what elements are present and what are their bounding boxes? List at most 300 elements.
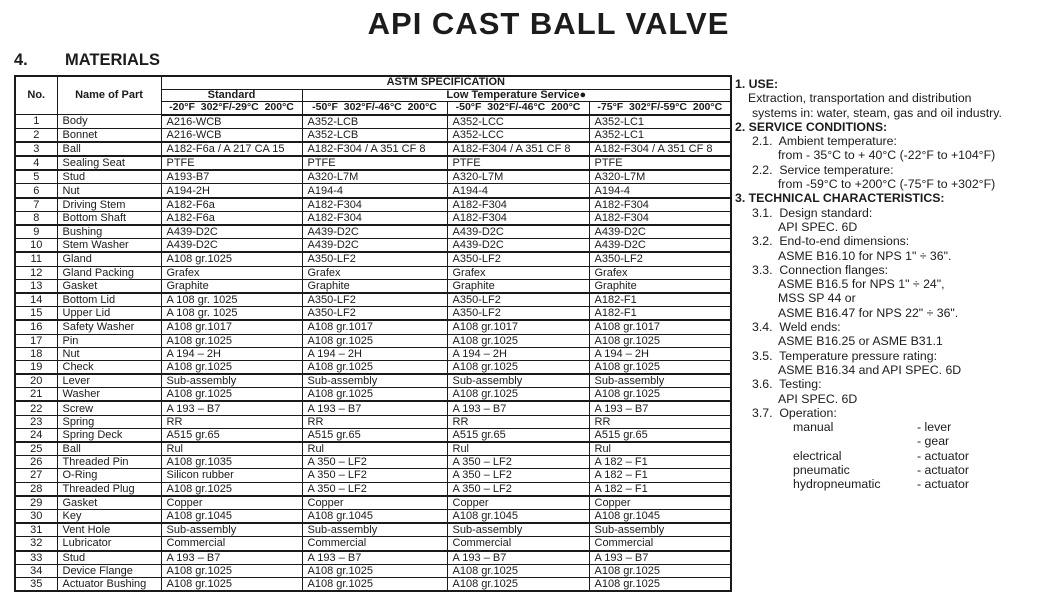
part-name-cell: Stud [57,551,161,565]
spec-cell: Rul [302,442,447,456]
part-name-cell: Vent Hole [57,523,161,537]
row-number-cell: 12 [15,266,57,279]
spec-cell: A 108 gr. 1025 [161,293,302,307]
spec-cell: RR [447,415,589,428]
row-number-cell: 35 [15,577,57,591]
spec-cell: A108 gr.1025 [447,360,589,374]
spec-cell: A 193 – B7 [161,551,302,565]
table-row [15,307,731,321]
spec-cell: A108 gr.1025 [302,360,447,374]
info-panel [735,77,1035,492]
row-number-cell: 19 [15,360,57,374]
table-row [15,496,731,510]
spec-cell: RR [589,415,731,428]
table-row [15,239,731,253]
spec-cell: A108 gr.1025 [589,334,731,347]
spec-cell: A108 gr.1025 [302,334,447,347]
spec-cell: A 194 – 2H [302,347,447,360]
spec-cell: Sub-assembly [589,523,731,537]
spec-cell: PTFE [302,156,447,170]
row-number-cell: 8 [15,211,57,225]
table-row [15,347,731,360]
part-name-cell: Lever [57,374,161,388]
row-number-cell: 25 [15,442,57,456]
table-row [15,374,731,388]
spec-cell: A108 gr.1045 [161,509,302,523]
part-name-cell: Gland [57,252,161,266]
col-header-temp-standard: -20°F 302°F/-29°C 200°C [161,102,302,115]
row-number-cell: 29 [15,496,57,510]
spec-cell: A108 gr.1025 [447,564,589,577]
table-row [15,156,731,170]
spec-cell: A108 gr.1045 [589,509,731,523]
info-heading: 3. TECHNICAL CHARACTERISTICS: [735,191,945,206]
spec-cell: A108 gr.1025 [589,564,731,577]
spec-cell: A108 gr.1017 [302,320,447,334]
operation-device: - gear [917,434,950,449]
spec-cell: A182-F304 [302,198,447,212]
spec-cell: A108 gr.1025 [161,252,302,266]
spec-cell: A182-F304 / A 351 CF 8 [302,142,447,156]
info-line: from -59°C to +200°C (-75°F to +302°F) [778,177,996,192]
spec-cell: Commercial [161,537,302,551]
table-row [15,252,731,266]
table-row [15,115,731,129]
spec-cell: A352-LCB [302,128,447,142]
row-number-cell: 21 [15,388,57,402]
row-number-cell: 24 [15,428,57,442]
spec-cell: A 350 – LF2 [447,469,589,482]
spec-cell: Copper [302,496,447,510]
col-header-no: No. [15,76,57,115]
spec-cell: A108 gr.1017 [447,320,589,334]
operation-mode: hydropneumatic [793,477,881,492]
table-row [15,293,731,307]
row-number-cell: 26 [15,456,57,469]
info-heading: 1. USE: [735,77,779,91]
col-header-astm-spec: ASTM SPECIFICATION [161,76,731,89]
spec-cell: A108 gr.1025 [161,482,302,496]
table-row [15,415,731,428]
spec-cell: A439-D2C [589,239,731,253]
spec-cell: PTFE [447,156,589,170]
part-name-cell: Spring [57,415,161,428]
operation-mode: pneumatic [793,463,850,478]
spec-cell: A439-D2C [302,239,447,253]
spec-cell: Rul [447,442,589,456]
part-name-cell: Ball [57,442,161,456]
info-line: API SPEC. 6D [778,219,858,234]
info-line: ASME B16.47 for NPS 22" ÷ 36". [778,305,959,320]
info-line: 2.2. Service temperature: [752,162,894,177]
spec-cell: A182-F304 [447,211,589,225]
spec-cell: A515 gr.65 [161,428,302,442]
spec-cell: A515 gr.65 [447,428,589,442]
spec-cell: A182-F1 [589,293,731,307]
spec-cell: Commercial [589,537,731,551]
row-number-cell: 32 [15,537,57,551]
info-line: ASME B16.25 or ASME B31.1 [778,334,943,349]
spec-cell: A108 gr.1025 [161,577,302,591]
spec-cell: A350-LF2 [447,252,589,266]
spec-cell: A350-LF2 [302,307,447,321]
spec-cell: A182-F6a [161,198,302,212]
info-line: 3.1. Design standard: [752,205,873,220]
spec-cell: Sub-assembly [447,523,589,537]
spec-cell: A182-F304 [302,211,447,225]
part-name-cell: Bonnet [57,128,161,142]
info-line: ASME B16.34 and API SPEC. 6D [778,362,962,377]
part-name-cell: Ball [57,142,161,156]
row-number-cell: 10 [15,239,57,253]
spec-cell: A 193 – B7 [161,401,302,415]
info-line: 2.1. Ambient temperature: [752,134,897,149]
part-name-cell: Gland Packing [57,266,161,279]
part-name-cell: Actuator Bushing [57,577,161,591]
part-name-cell: Bushing [57,225,161,239]
spec-cell: Copper [161,496,302,510]
header-row-spec [15,76,731,89]
table-row [15,320,731,334]
spec-cell: A 193 – B7 [302,551,447,565]
row-number-cell: 34 [15,564,57,577]
spec-cell: A193-B7 [161,170,302,184]
spec-cell: Sub-assembly [302,374,447,388]
row-number-cell: 6 [15,184,57,198]
spec-cell: A182-F304 [589,198,731,212]
spec-cell: A352-LCB [302,115,447,129]
table-row [15,198,731,212]
table-row [15,523,731,537]
row-number-cell: 5 [15,170,57,184]
spec-cell: A 350 – LF2 [447,456,589,469]
spec-cell: Grafex [589,266,731,279]
spec-cell: A 194 – 2H [589,347,731,360]
info-line: ASME B16.5 for NPS 1" ÷ 24", [778,277,945,292]
spec-cell: A 108 gr. 1025 [161,307,302,321]
spec-cell: Grafex [161,266,302,279]
table-row [15,142,731,156]
spec-cell: A108 gr.1025 [161,334,302,347]
spec-cell: A182-F6a / A 217 CA 15 [161,142,302,156]
part-name-cell: Stud [57,170,161,184]
spec-cell: A 182 – F1 [589,456,731,469]
part-name-cell: Bottom Lid [57,293,161,307]
info-line: 3.6. Testing: [752,377,822,392]
spec-cell: Graphite [589,279,731,293]
section-heading [14,51,1037,70]
spec-cell: Sub-assembly [589,374,731,388]
spec-cell: A350-LF2 [589,252,731,266]
spec-cell: A 193 – B7 [447,551,589,565]
materials-table-header [15,76,731,115]
table-row [15,509,731,523]
info-line [735,463,1035,477]
info-line: ASME B16.10 for NPS 1" ÷ 36". [778,248,952,263]
part-name-cell: Pin [57,334,161,347]
table-row [15,128,731,142]
materials-table [14,75,732,592]
table-row [15,442,731,456]
table-row [15,551,731,565]
part-name-cell: Spring Deck [57,428,161,442]
spec-cell: A182-F304 / A 351 CF 8 [447,142,589,156]
spec-cell: Rul [589,442,731,456]
spec-cell: A 193 – B7 [447,401,589,415]
spec-cell: A 193 – B7 [302,401,447,415]
info-line [735,420,1035,434]
table-row [15,456,731,469]
info-line: 3.7. Operation: [752,405,837,420]
spec-cell: A320-L7M [447,170,589,184]
row-number-cell: 28 [15,482,57,496]
page-title: API CAST BALL VALVE [367,6,730,41]
spec-cell: A 194 – 2H [161,347,302,360]
spec-cell: A108 gr.1025 [447,388,589,402]
spec-cell: Sub-assembly [161,523,302,537]
spec-cell: Silicon rubber [161,469,302,482]
part-name-cell: Body [57,115,161,129]
spec-cell: A108 gr.1045 [447,509,589,523]
spec-cell: A 350 – LF2 [302,456,447,469]
spec-cell: A108 gr.1025 [302,577,447,591]
row-number-cell: 4 [15,156,57,170]
spec-cell: A439-D2C [447,225,589,239]
spec-cell: A182-F304 / A 351 CF 8 [589,142,731,156]
row-number-cell: 14 [15,293,57,307]
spec-cell: A108 gr.1025 [447,334,589,347]
spec-cell: A108 gr.1035 [161,456,302,469]
spec-cell: A350-LF2 [302,252,447,266]
info-line: MSS SP 44 or [778,291,856,306]
row-number-cell: 3 [15,142,57,156]
spec-cell: A352-LCC [447,115,589,129]
operation-device: - actuator [917,477,969,492]
info-heading: 2. SERVICE CONDITIONS: [735,119,888,134]
spec-cell: A515 gr.65 [589,428,731,442]
spec-cell: A108 gr.1025 [161,360,302,374]
spec-cell: A439-D2C [447,239,589,253]
info-line: 3.5. Temperature pressure rating: [752,348,938,363]
spec-cell: A352-LC1 [589,128,731,142]
operation-device: - lever [917,420,952,435]
section-title: MATERIALS [65,51,161,69]
spec-cell: A 193 – B7 [589,401,731,415]
spec-cell: Graphite [161,279,302,293]
info-line [735,434,1035,448]
spec-cell: A352-LCC [447,128,589,142]
spec-cell: A515 gr.65 [302,428,447,442]
info-line: systems in: water, steam, gas and oil industry. [752,105,1002,120]
spec-cell: A108 gr.1025 [589,388,731,402]
spec-cell: A 194 – 2H [447,347,589,360]
row-number-cell: 9 [15,225,57,239]
spec-cell: Copper [447,496,589,510]
operation-device: - actuator [917,463,969,478]
spec-cell: A216-WCB [161,115,302,129]
col-header-temp-lt3: -75°F 302°F/-59°C 200°C [589,102,731,115]
spec-cell: A439-D2C [161,239,302,253]
part-name-cell: Key [57,509,161,523]
spec-cell: A108 gr.1025 [302,564,447,577]
spec-cell: PTFE [161,156,302,170]
part-name-cell: Bottom Shaft [57,211,161,225]
row-number-cell: 16 [15,320,57,334]
row-number-cell: 22 [15,401,57,415]
spec-cell: Rul [161,442,302,456]
row-number-cell: 11 [15,252,57,266]
spec-cell: A182-F6a [161,211,302,225]
spec-cell: A 350 – LF2 [447,482,589,496]
col-header-standard: Standard [161,89,302,102]
part-name-cell: Stem Washer [57,239,161,253]
table-row [15,279,731,293]
spec-cell: Graphite [302,279,447,293]
part-name-cell: Device Flange [57,564,161,577]
spec-cell: A194-4 [447,184,589,198]
spec-cell: Sub-assembly [302,523,447,537]
info-line: from - 35°C to + 40°C (-22°F to +104°F) [778,148,996,163]
part-name-cell: Driving Stem [57,198,161,212]
part-name-cell: Gasket [57,496,161,510]
part-name-cell: Nut [57,184,161,198]
spec-cell: A320-L7M [589,170,731,184]
spec-cell: A350-LF2 [447,293,589,307]
table-row [15,211,731,225]
row-number-cell: 7 [15,198,57,212]
spec-cell: A 193 – B7 [589,551,731,565]
table-row [15,334,731,347]
info-line: 3.3. Connection flanges: [752,262,889,277]
spec-cell: A182-F304 [447,198,589,212]
col-header-temp-lt2: -50°F 302°F/-46°C 200°C [447,102,589,115]
section-number: 4. [14,51,28,69]
spec-cell: RR [161,415,302,428]
materials-table-body [15,115,731,592]
spec-cell: A439-D2C [302,225,447,239]
row-number-cell: 15 [15,307,57,321]
table-row [15,564,731,577]
table-row [15,537,731,551]
row-number-cell: 13 [15,279,57,293]
spec-cell: Commercial [447,537,589,551]
info-line: 3.4. Weld ends: [752,320,841,335]
table-row [15,225,731,239]
spec-cell: RR [302,415,447,428]
table-row [15,401,731,415]
spec-cell: Sub-assembly [447,374,589,388]
spec-cell: A108 gr.1025 [589,577,731,591]
part-name-cell: Safety Washer [57,320,161,334]
part-name-cell: Upper Lid [57,307,161,321]
part-name-cell: Sealing Seat [57,156,161,170]
row-number-cell: 33 [15,551,57,565]
row-number-cell: 23 [15,415,57,428]
table-row [15,577,731,591]
spec-cell: A194-2H [161,184,302,198]
table-row [15,170,731,184]
part-name-cell: Washer [57,388,161,402]
operation-device: - actuator [917,448,969,463]
spec-cell: A352-LC1 [589,115,731,129]
row-number-cell: 30 [15,509,57,523]
table-row [15,360,731,374]
spec-cell: A 350 – LF2 [302,469,447,482]
part-name-cell: Threaded Pin [57,456,161,469]
info-line: Extraction, transportation and distribution [748,91,972,106]
spec-cell: A108 gr.1017 [589,320,731,334]
spec-cell: A 182 – F1 [589,482,731,496]
spec-cell: A108 gr.1017 [161,320,302,334]
spec-cell: A108 gr.1045 [302,509,447,523]
table-row [15,469,731,482]
info-line: 3.2. End-to-end dimensions: [752,234,910,249]
spec-cell: Grafex [302,266,447,279]
spec-cell: Copper [589,496,731,510]
row-number-cell: 18 [15,347,57,360]
part-name-cell: Gasket [57,279,161,293]
table-row [15,184,731,198]
spec-cell: A194-4 [589,184,731,198]
col-header-temp-lt1: -50°F 302°F/-46°C 200°C [302,102,447,115]
info-line [735,477,1035,491]
spec-cell: A108 gr.1025 [161,388,302,402]
part-name-cell: Threaded Plug [57,482,161,496]
col-header-name: Name of Part [57,76,161,115]
spec-cell: Graphite [447,279,589,293]
spec-cell: A108 gr.1025 [447,577,589,591]
spec-cell: A182-F304 [589,211,731,225]
spec-cell: Grafex [447,266,589,279]
row-number-cell: 20 [15,374,57,388]
row-number-cell: 2 [15,128,57,142]
info-line: API SPEC. 6D [778,391,858,406]
spec-cell: A194-4 [302,184,447,198]
spec-cell: A320-L7M [302,170,447,184]
spec-cell: Sub-assembly [161,374,302,388]
part-name-cell: Check [57,360,161,374]
row-number-cell: 17 [15,334,57,347]
part-name-cell: Nut [57,347,161,360]
spec-cell: A 350 – LF2 [302,482,447,496]
spec-cell: Commercial [302,537,447,551]
spec-cell: A350-LF2 [302,293,447,307]
spec-cell: A350-LF2 [447,307,589,321]
row-number-cell: 1 [15,115,57,129]
part-name-cell: O-Ring [57,469,161,482]
table-row [15,266,731,279]
part-name-cell: Lubricator [57,537,161,551]
spec-cell: A 182 – F1 [589,469,731,482]
spec-cell: A439-D2C [589,225,731,239]
operation-mode: electrical [793,448,842,463]
part-name-cell: Screw [57,401,161,415]
table-row [15,388,731,402]
spec-cell: A439-D2C [161,225,302,239]
spec-cell: A182-F1 [589,307,731,321]
document-page [0,6,1037,592]
spec-cell: A216-WCB [161,128,302,142]
col-header-low-temp-service: Low Temperature Service● [302,89,731,102]
spec-cell: PTFE [589,156,731,170]
row-number-cell: 27 [15,469,57,482]
spec-cell: A108 gr.1025 [302,388,447,402]
table-row [15,428,731,442]
info-line [735,449,1035,463]
table-row [15,482,731,496]
row-number-cell: 31 [15,523,57,537]
spec-cell: A108 gr.1025 [589,360,731,374]
